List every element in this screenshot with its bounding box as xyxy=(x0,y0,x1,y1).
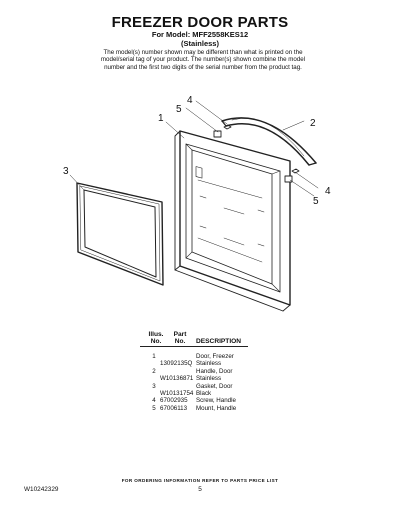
callout-5-top: 5 xyxy=(176,104,182,115)
model-note: The model(s) number shown may be different than what is printed on the model/serial tag of your product. The number(s) shown combine the model number and the first two digits of the serial number from the product tag. xyxy=(100,49,306,71)
callout-1: 1 xyxy=(158,113,164,124)
table-row: W10136871 Stainless xyxy=(160,375,222,383)
table-row: 5 67006113 Mount, Handle xyxy=(152,404,237,412)
freezer-door-drawing xyxy=(175,131,290,311)
callout-3: 3 xyxy=(63,166,69,177)
header-description: DESCRIPTION xyxy=(196,338,242,346)
page-title: FREEZER DOOR PARTS xyxy=(111,14,289,31)
page-number: 5 xyxy=(198,486,202,493)
callout-5-bottom: 5 xyxy=(313,196,319,207)
callout-4-bottom: 4 xyxy=(325,186,331,197)
ordering-note: FOR ORDERING INFORMATION REFER TO PARTS PRICE LIST xyxy=(121,478,279,483)
callout-4-top: 4 xyxy=(187,95,193,106)
model-number: For Model: MFF2558KES12 xyxy=(151,30,249,39)
document-code: W10242329 xyxy=(24,486,59,493)
table-row: 13092135Q Stainless xyxy=(160,360,222,368)
table-row: 4 67002935 Screw, Handle xyxy=(152,397,236,405)
header-illus: Illus. No. xyxy=(148,331,164,346)
header-part: Part No. xyxy=(173,331,187,346)
table-header-rule xyxy=(140,346,248,347)
callout-2: 2 xyxy=(310,118,316,129)
door-gasket-drawing xyxy=(77,183,163,285)
table-row: W10131754 Black xyxy=(160,389,212,397)
table-row: 2 Handle, Door xyxy=(152,367,233,375)
table-row: 1 Door, Freezer xyxy=(152,353,234,360)
model-variant: (Stainless) xyxy=(181,39,219,48)
table-row: 3 Gasket, Door xyxy=(152,382,233,390)
parts-table xyxy=(138,353,298,412)
